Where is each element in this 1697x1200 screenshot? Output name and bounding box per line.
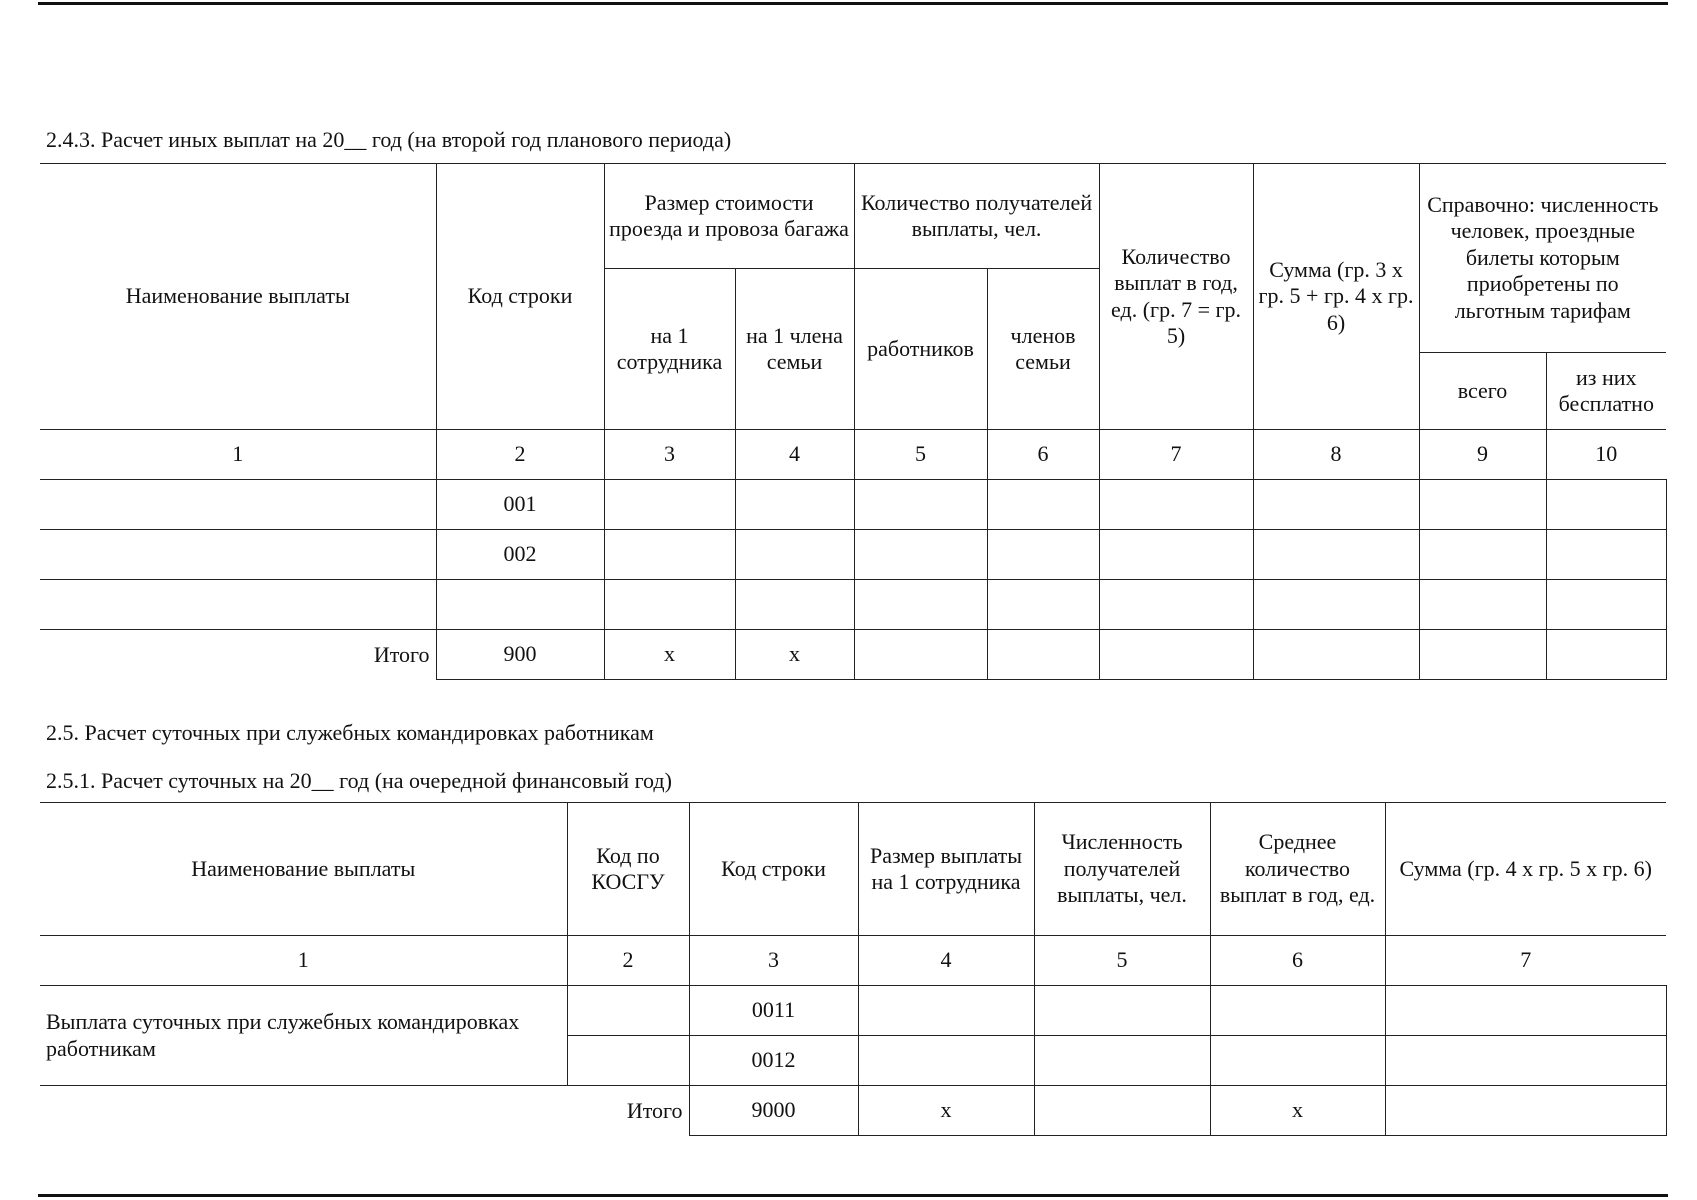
header-family: членов семьи <box>987 269 1099 430</box>
total-code: 9000 <box>689 1086 858 1136</box>
header-name: Наименование выплаты <box>40 164 436 430</box>
header-reference-group: Справочно: численность человек, проездные билеты которым приобретены по льготным тарифам <box>1419 164 1666 353</box>
table-row <box>40 480 1666 530</box>
cell <box>1253 480 1419 530</box>
cell <box>1253 630 1419 680</box>
cell <box>1546 580 1666 630</box>
cell <box>854 530 987 580</box>
cell <box>858 1036 1034 1086</box>
cell-code: 0012 <box>689 1036 858 1086</box>
cell <box>1546 630 1666 680</box>
top-rule <box>38 2 1668 5</box>
cell <box>1546 530 1666 580</box>
col-num: 10 <box>1546 430 1666 480</box>
col-num: 7 <box>1099 430 1253 480</box>
section-25-caption: 2.5. Расчет суточных при служебных командировках работникам <box>46 720 654 745</box>
col-num: 2 <box>436 430 604 480</box>
col-num: 5 <box>854 430 987 480</box>
cell <box>1099 580 1253 630</box>
table-row <box>40 530 1666 580</box>
cell <box>1253 530 1419 580</box>
cell <box>1385 986 1666 1036</box>
header-total: всего <box>1419 353 1546 430</box>
column-numbers-row <box>40 430 1666 480</box>
row-label: Выплата суточных при служебных командировках работникам <box>40 986 567 1086</box>
header-name: Наименование выплаты <box>40 803 567 936</box>
cell <box>1253 580 1419 630</box>
cell <box>1385 1036 1666 1086</box>
cell <box>987 580 1099 630</box>
cell <box>1034 1036 1210 1086</box>
header-sum: Сумма (гр. 3 х гр. 5 + гр. 4 х гр. 6) <box>1253 164 1419 430</box>
header-sum: Сумма (гр. 4 х гр. 5 х гр. 6) <box>1385 803 1666 936</box>
header-code: Код строки <box>689 803 858 936</box>
cell-name <box>40 580 436 630</box>
total-x-cell: х <box>858 1086 1034 1136</box>
section-251-caption: 2.5.1. Расчет суточных на 20__ год (на очередной финансовый год) <box>46 768 672 793</box>
total-x-cell: х <box>1210 1086 1385 1136</box>
cell <box>854 480 987 530</box>
cell-code: 001 <box>436 480 604 530</box>
cell <box>1034 1086 1210 1136</box>
cell <box>604 580 735 630</box>
cell <box>1034 986 1210 1036</box>
col-num: 3 <box>689 936 858 986</box>
col-num: 1 <box>40 430 436 480</box>
column-numbers-row <box>40 936 1666 986</box>
header-per-employee: на 1 сотрудника <box>604 269 735 430</box>
total-label: Итого <box>40 630 436 680</box>
cell <box>735 480 854 530</box>
table-row <box>40 580 1666 630</box>
header-free: из них бесплатно <box>1546 353 1666 430</box>
total-x-cell: х <box>735 630 854 680</box>
cell <box>1385 1086 1666 1136</box>
cell <box>1099 530 1253 580</box>
header-code: Код строки <box>436 164 604 430</box>
cell <box>854 580 987 630</box>
col-num: 6 <box>1210 936 1385 986</box>
header-avg: Среднее количество выплат в год, ед. <box>1210 803 1385 936</box>
table-251 <box>40 802 1667 1136</box>
cell-code <box>436 580 604 630</box>
header-amount: Размер выплаты на 1 сотрудника <box>858 803 1034 936</box>
cell <box>987 630 1099 680</box>
cell <box>567 986 689 1036</box>
table-row <box>40 986 1666 1036</box>
cell <box>987 530 1099 580</box>
header-workers: работников <box>854 269 987 430</box>
table-243 <box>40 163 1667 680</box>
cell <box>858 986 1034 1036</box>
col-num: 4 <box>858 936 1034 986</box>
cell <box>735 580 854 630</box>
cell <box>1419 530 1546 580</box>
cell-name <box>40 530 436 580</box>
header-cost-group: Размер стоимости проезда и провоза багажа <box>604 164 854 269</box>
cell <box>1099 630 1253 680</box>
col-num: 2 <box>567 936 689 986</box>
header-count: Численность получателей выплаты, чел. <box>1034 803 1210 936</box>
total-row <box>40 630 1666 680</box>
cell-code: 0011 <box>689 986 858 1036</box>
cell-code: 002 <box>436 530 604 580</box>
cell <box>567 1036 689 1086</box>
total-row <box>40 1086 1666 1136</box>
header-kosgu: Код по КОСГУ <box>567 803 689 936</box>
total-label: Итого <box>40 1086 689 1136</box>
header-recipients-group: Количество получателей выплаты, чел. <box>854 164 1099 269</box>
cell <box>1419 580 1546 630</box>
cell <box>604 530 735 580</box>
total-x-cell: х <box>604 630 735 680</box>
header-payments-count: Количество выплат в год, ед. (гр. 7 = гр. 5) <box>1099 164 1253 430</box>
col-num: 5 <box>1034 936 1210 986</box>
cell <box>604 480 735 530</box>
cell <box>1546 480 1666 530</box>
col-num: 3 <box>604 430 735 480</box>
cell <box>1210 1036 1385 1086</box>
cell <box>1099 480 1253 530</box>
col-num: 8 <box>1253 430 1419 480</box>
cell <box>1419 480 1546 530</box>
cell <box>987 480 1099 530</box>
section-243-caption: 2.4.3. Расчет иных выплат на 20__ год (на второй год планового периода) <box>46 127 732 152</box>
col-num: 6 <box>987 430 1099 480</box>
cell <box>854 630 987 680</box>
col-num: 9 <box>1419 430 1546 480</box>
cell <box>1210 986 1385 1036</box>
cell <box>735 530 854 580</box>
cell <box>1419 630 1546 680</box>
total-code: 900 <box>436 630 604 680</box>
bottom-rule <box>38 1194 1668 1197</box>
cell-name <box>40 480 436 530</box>
col-num: 4 <box>735 430 854 480</box>
col-num: 1 <box>40 936 567 986</box>
col-num: 7 <box>1385 936 1666 986</box>
header-per-family: на 1 члена семьи <box>735 269 854 430</box>
